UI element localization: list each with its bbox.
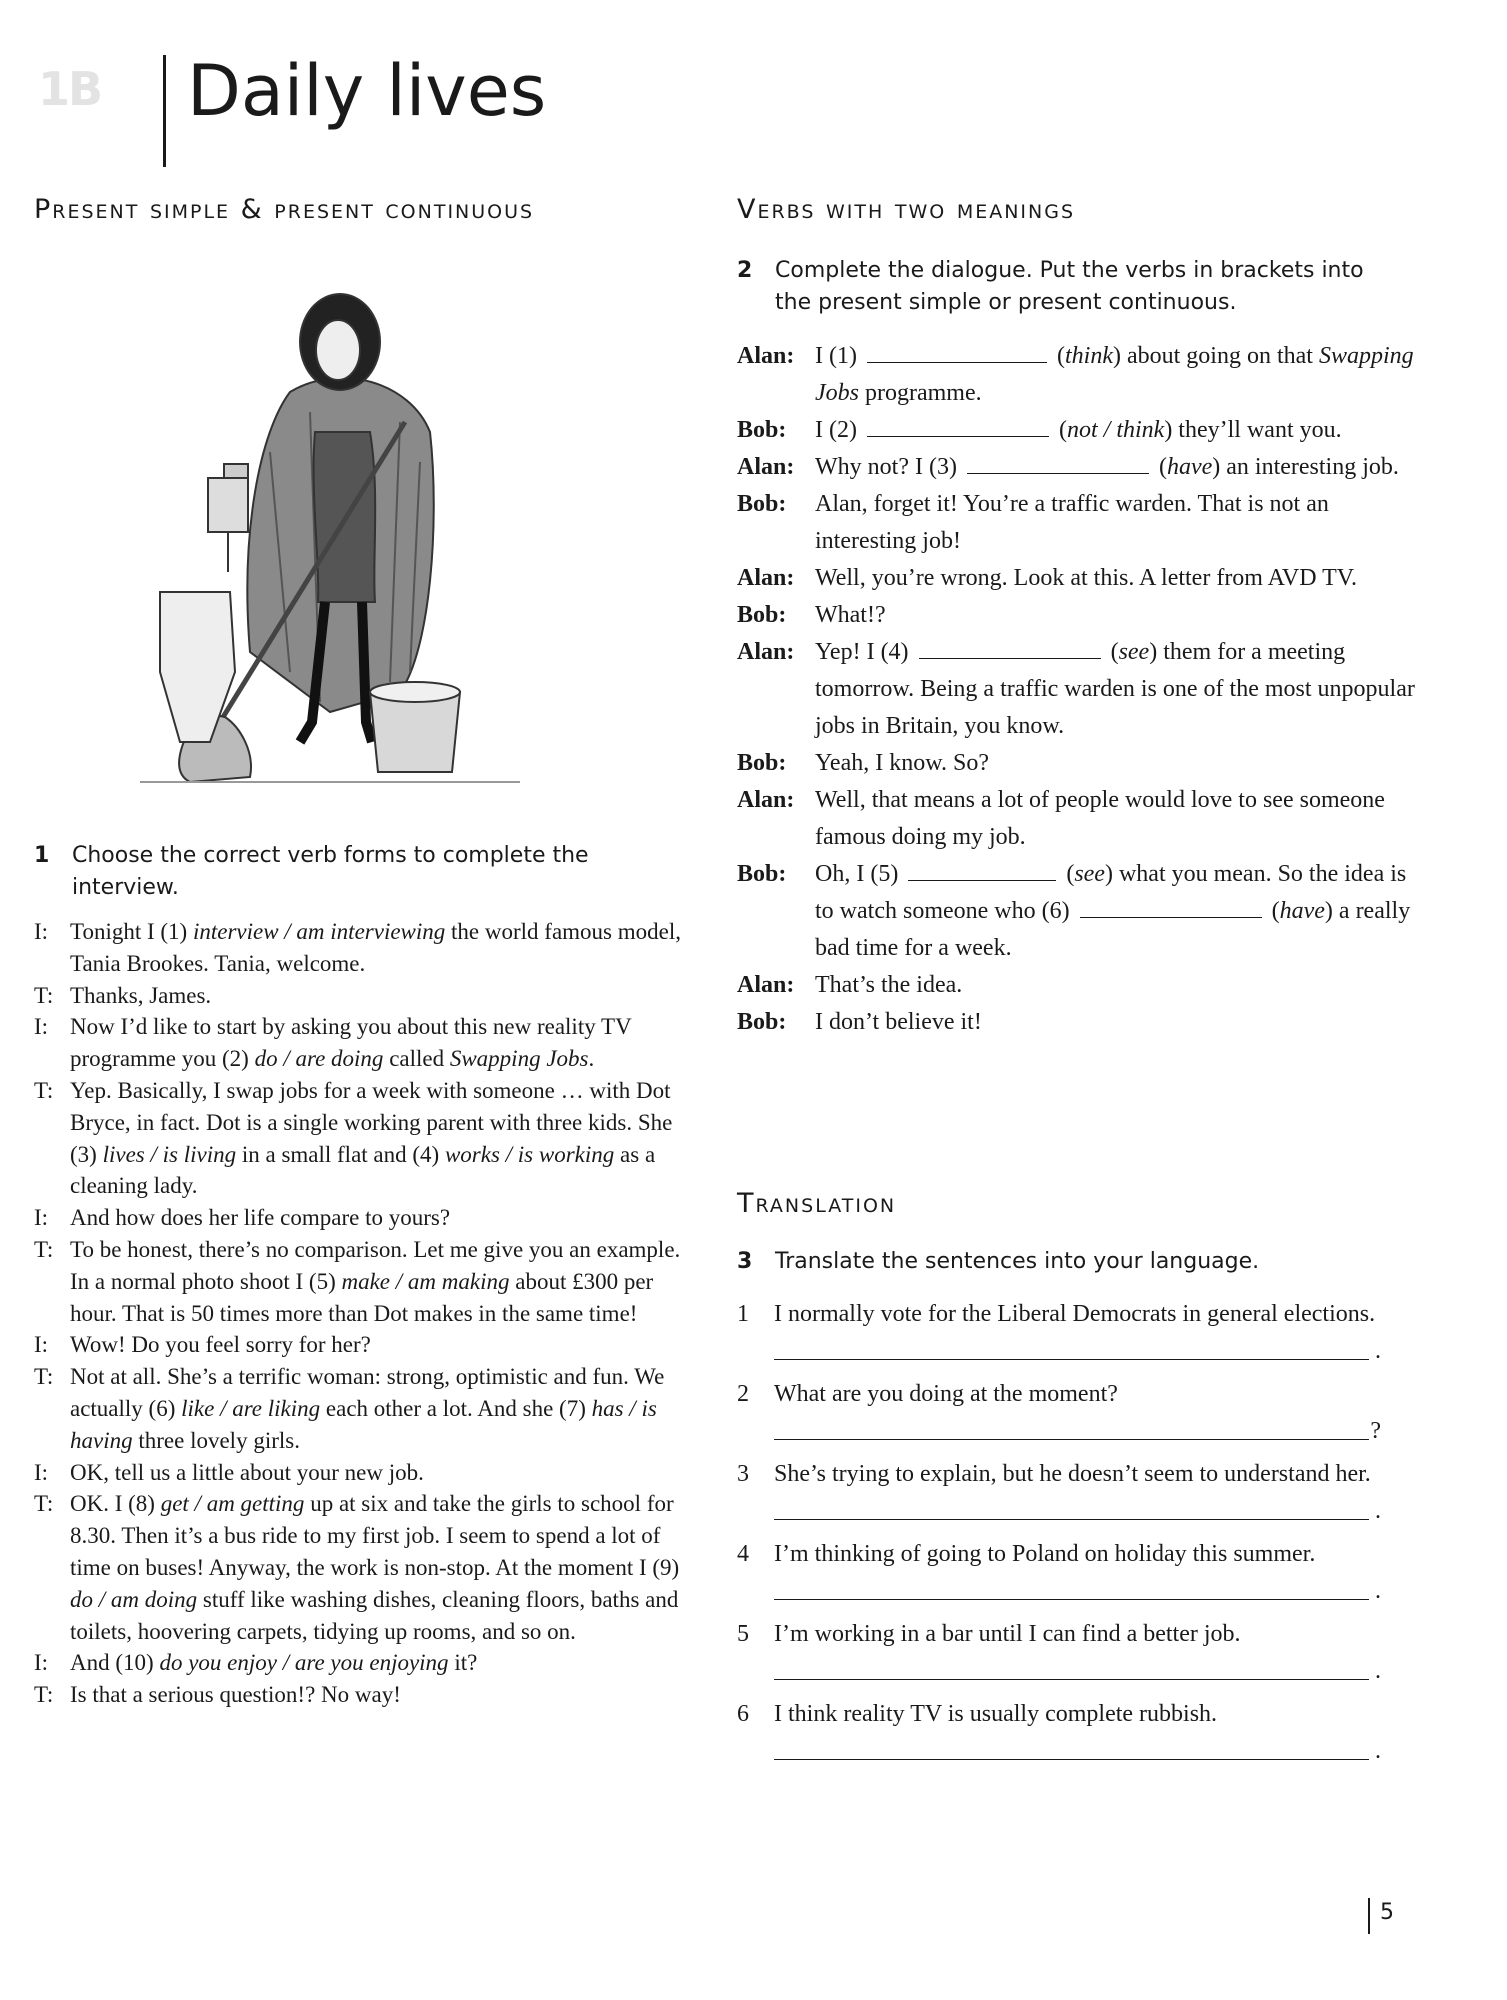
- speaker-label: Bob:: [737, 861, 787, 887]
- exercise-number: 1: [34, 843, 50, 868]
- illustration-cleaning-woman: [140, 272, 560, 792]
- speaker-label: T:: [34, 1364, 54, 1390]
- answer-rule: [774, 1519, 1369, 1520]
- line-text: OK. I (8) get / am getting up at six and take the girls to school for 8.30. Then it’s a bus ride to my first job. I seem to spend a lot of time on buses! Anyway, the work is non-stop. At the moment I (9) do / am doing stuff like washing dishes, cleaning floors, baths and toilets, hoovering carpets, tidying up rooms, and so on.: [70, 1491, 680, 1644]
- dialogue-line: [737, 634, 1417, 745]
- unit-number: 1B: [38, 62, 102, 116]
- line-text: Yep. Basically, I swap jobs for a week with someone … with Dot Bryce, in fact. Dot is a single working parent with three kids. She (3) lives / is living in a small flat and (4) works / is working as a cleaning lady.: [70, 1077, 673, 1199]
- exercise-3-instruction: [737, 1246, 1387, 1278]
- item-spacer: [737, 1770, 1397, 1776]
- line-text: Yeah, I know. So?: [815, 750, 989, 776]
- line-text: And how does her life compare to yours?: [70, 1205, 451, 1231]
- item-number: 4: [737, 1541, 749, 1567]
- speaker-label: Alan:: [737, 343, 795, 369]
- speaker-label: Alan:: [737, 639, 795, 665]
- interview-line: [34, 1361, 704, 1456]
- page-number: 5: [1380, 1900, 1394, 1925]
- dialogue-line: [737, 967, 1417, 1004]
- line-text: I (1) (think) about going on that Swapping Jobs programme.: [815, 343, 1414, 406]
- instruction-text: Translate the sentences into your language.: [775, 1249, 1260, 1274]
- item-number: 3: [737, 1461, 749, 1487]
- translation-item: [737, 1456, 1397, 1493]
- item-number: 2: [737, 1381, 749, 1407]
- speaker-label: Bob:: [737, 417, 787, 443]
- speaker-label: I:: [34, 1459, 49, 1485]
- speaker-label: Bob:: [737, 750, 787, 776]
- line-text: That’s the idea.: [815, 972, 963, 998]
- answer-rule: [774, 1359, 1369, 1360]
- end-punctuation: .: [1375, 1738, 1381, 1764]
- line-text: Is that a serious question!? No way!: [70, 1682, 401, 1708]
- speaker-label: I:: [34, 1205, 49, 1231]
- line-text: Why not? I (3) (have) an interesting job.: [815, 454, 1399, 480]
- item-number: 5: [737, 1621, 749, 1647]
- dialogue-line: [737, 856, 1417, 967]
- interview-line: [34, 1329, 704, 1361]
- interview-line: [34, 1011, 704, 1075]
- line-text: Yep! I (4) (see) them for a meeting tomorrow. Being a traffic warden is one of the most unpopular jobs in Britain, you know.: [815, 639, 1415, 739]
- speaker-label: Bob:: [737, 602, 787, 628]
- speaker-label: T:: [34, 1491, 54, 1517]
- sentence-text: I’m thinking of going to Poland on holiday this summer.: [774, 1541, 1316, 1567]
- interview-line: [34, 1647, 704, 1679]
- speaker-label: Alan:: [737, 565, 795, 591]
- speaker-label: I:: [34, 1014, 49, 1040]
- dialogue-line: [737, 338, 1417, 412]
- dialogue-line: [737, 486, 1417, 560]
- answer-line[interactable]: [737, 1333, 1397, 1370]
- translation-item: [737, 1696, 1397, 1733]
- sentence-text: What are you doing at the moment?: [774, 1381, 1118, 1407]
- line-text: Oh, I (5) (see) what you mean. So the idea is to watch someone who (6) (have) a really bad time for a week.: [815, 861, 1411, 961]
- exercise-1-instruction: [34, 840, 594, 904]
- interview-line: [34, 916, 704, 980]
- line-text: Alan, forget it! You’re a traffic warden. That is not an interesting job!: [815, 491, 1329, 554]
- sentence-text: I’m working in a bar until I can find a better job.: [774, 1621, 1241, 1647]
- translation-item: [737, 1536, 1397, 1573]
- interview-line: [34, 1202, 704, 1234]
- end-punctuation: .: [1375, 1498, 1381, 1524]
- line-text: OK, tell us a little about your new job.: [70, 1459, 424, 1485]
- dialogue-text: [737, 338, 1417, 1041]
- line-text: Well, you’re wrong. Look at this. A letter from AVD TV.: [815, 565, 1358, 591]
- answer-line[interactable]: [737, 1733, 1397, 1770]
- translation-list: [737, 1296, 1397, 1776]
- answer-rule: [774, 1599, 1369, 1600]
- speaker-label: Bob:: [737, 1009, 787, 1035]
- answer-line[interactable]: [737, 1493, 1397, 1530]
- sentence-text: I normally vote for the Liberal Democrats in general elections.: [774, 1301, 1376, 1327]
- speaker-label: Alan:: [737, 454, 795, 480]
- interview-line: [34, 980, 704, 1012]
- dialogue-line: [737, 449, 1417, 486]
- speaker-label: Bob:: [737, 491, 787, 517]
- speaker-label: T:: [34, 982, 54, 1008]
- line-text: To be honest, there’s no comparison. Let me give you an example. In a normal photo shoot I (5) make / am making about £300 per hour. That is 50 times more than Dot makes in the same time!: [70, 1236, 681, 1326]
- page-title: Daily lives: [187, 50, 547, 132]
- speaker-label: I:: [34, 919, 49, 944]
- translation-item: [737, 1616, 1397, 1653]
- instruction-text: Choose the correct verb forms to complete the interview.: [72, 843, 589, 900]
- line-text: Thanks, James.: [70, 982, 212, 1008]
- answer-line[interactable]: [737, 1653, 1397, 1690]
- dialogue-line: [737, 597, 1417, 634]
- exercise-number: 2: [737, 258, 753, 283]
- line-text: Not at all. She’s a terrific woman: strong, optimistic and fun. We actually (6) like / are liking each other a lot. And she (7) has / is having three lovely girls.: [70, 1364, 665, 1453]
- line-text: What!?: [815, 602, 886, 628]
- speaker-label: Alan:: [737, 972, 795, 998]
- translation-item: [737, 1296, 1397, 1333]
- line-text: Tonight I (1) interview / am interviewing the world famous model, Tania Brookes. Tania, welcome.: [70, 919, 681, 976]
- section-heading-translation: Translation: [737, 1188, 897, 1219]
- line-text: I don’t believe it!: [815, 1009, 982, 1035]
- sentence-text: She’s trying to explain, but he doesn’t seem to understand her.: [774, 1461, 1371, 1487]
- interview-line: [34, 1075, 704, 1202]
- interview-line: [34, 1234, 704, 1329]
- dialogue-line: [737, 782, 1417, 856]
- end-punctuation: ?: [1370, 1418, 1381, 1444]
- section-heading-present-simple: Present simple & present continuous: [34, 194, 535, 225]
- exercise-number: 3: [737, 1249, 753, 1274]
- exercise-2-instruction: [737, 255, 1387, 319]
- sentence-text: I think reality TV is usually complete rubbish.: [774, 1701, 1218, 1727]
- interview-line: [34, 1457, 704, 1489]
- dialogue-line: [737, 745, 1417, 782]
- speaker-label: I:: [34, 1650, 49, 1676]
- end-punctuation: .: [1375, 1658, 1381, 1684]
- item-number: 1: [737, 1301, 749, 1327]
- line-text: Wow! Do you feel sorry for her?: [70, 1332, 371, 1358]
- translation-item: [737, 1376, 1397, 1413]
- answer-line[interactable]: [737, 1573, 1397, 1610]
- title-divider: [163, 55, 166, 167]
- answer-line[interactable]: [737, 1413, 1397, 1450]
- end-punctuation: .: [1375, 1578, 1381, 1604]
- dialogue-line: [737, 560, 1417, 597]
- line-text: Now I’d like to start by asking you about this new reality TV programme you (2) do / are doing called Swapping Jobs.: [70, 1014, 632, 1072]
- speaker-label: T:: [34, 1682, 54, 1708]
- speaker-label: I:: [34, 1332, 49, 1358]
- answer-rule: [774, 1759, 1369, 1760]
- line-text: Well, that means a lot of people would love to see someone famous doing my job.: [815, 787, 1385, 850]
- dialogue-line: [737, 412, 1417, 449]
- answer-rule: [774, 1439, 1369, 1440]
- dialogue-line: [737, 1004, 1417, 1041]
- instruction-text: Complete the dialogue. Put the verbs in brackets into the present simple or present continuous.: [775, 258, 1364, 315]
- line-text: And (10) do you enjoy / are you enjoying it?: [70, 1650, 478, 1676]
- speaker-label: T:: [34, 1236, 54, 1262]
- page-number-divider: [1368, 1898, 1370, 1934]
- speaker-label: Alan:: [737, 787, 795, 813]
- line-text: I (2) (not / think) they’ll want you.: [815, 417, 1342, 443]
- interview-line: [34, 1488, 704, 1647]
- interview-line: [34, 1679, 704, 1711]
- answer-rule: [774, 1679, 1369, 1680]
- section-heading-verbs-two-meanings: Verbs with two meanings: [737, 194, 1076, 225]
- speaker-label: T:: [34, 1077, 54, 1103]
- item-number: 6: [737, 1701, 749, 1727]
- end-punctuation: .: [1375, 1338, 1381, 1364]
- interview-text: [34, 916, 704, 1711]
